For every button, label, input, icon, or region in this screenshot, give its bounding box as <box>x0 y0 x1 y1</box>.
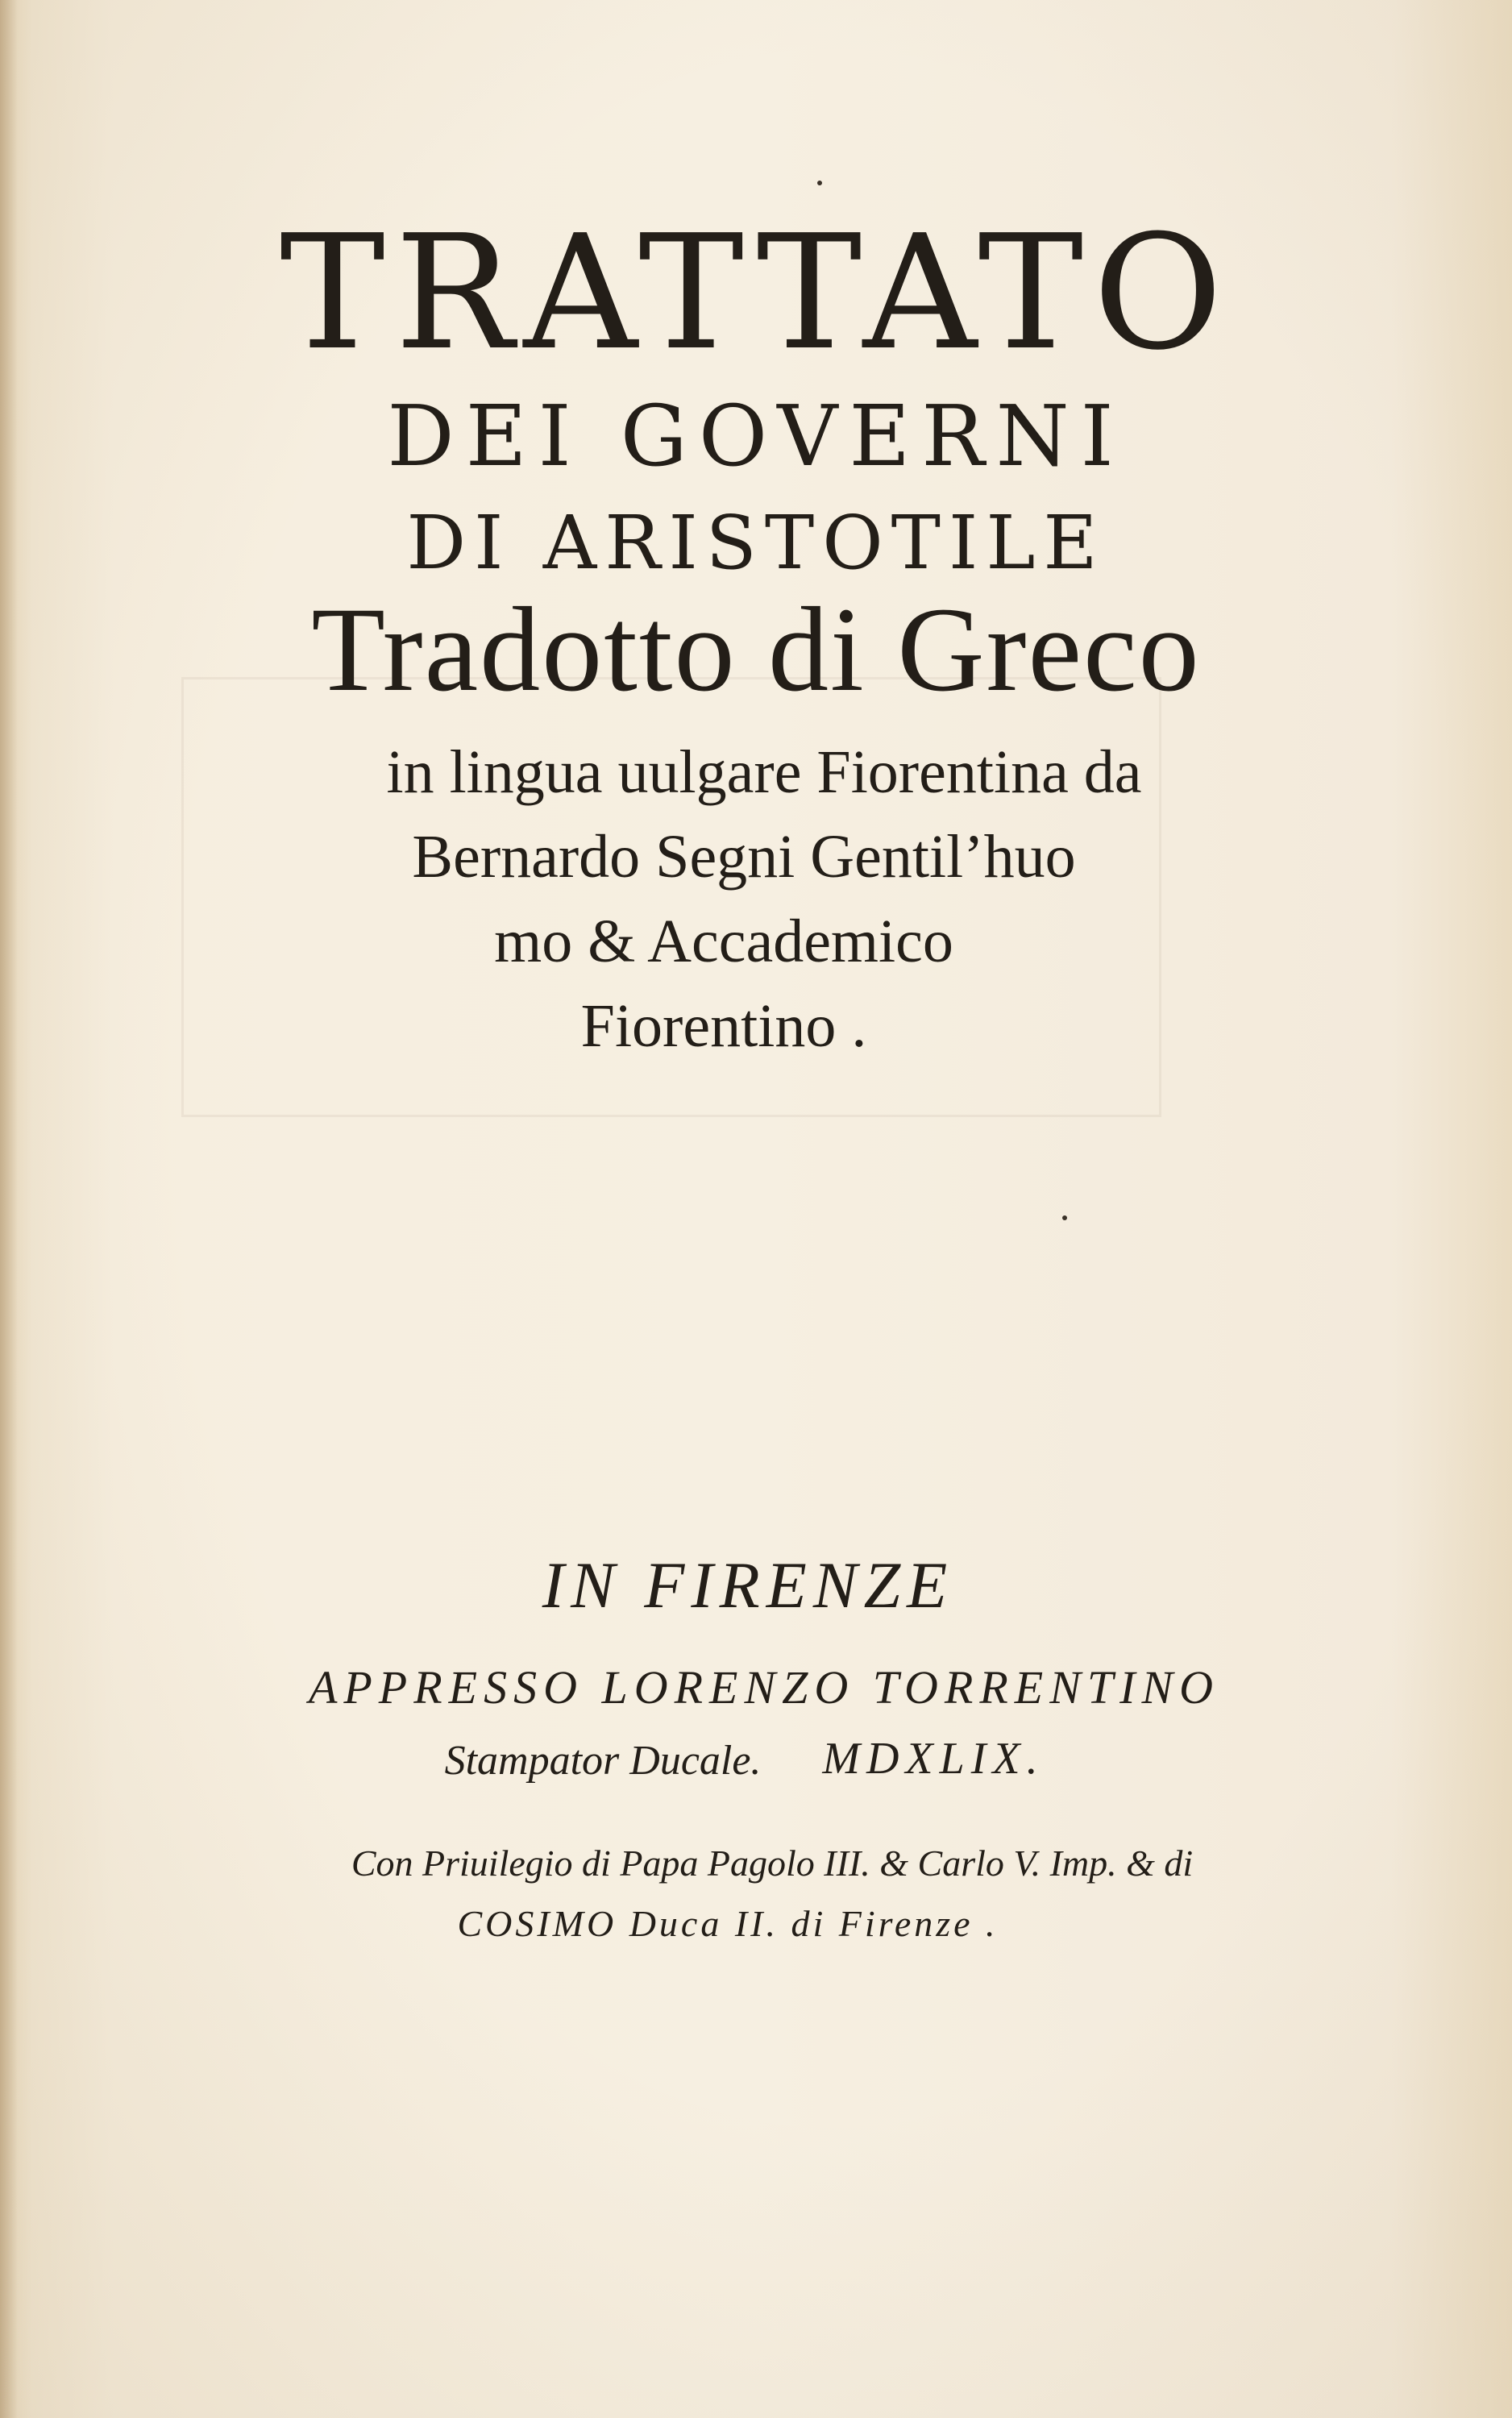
subtitle-line: mo & Accademico <box>494 908 953 975</box>
subtitle-line: Bernardo Segni Gentil’huo <box>412 823 1076 891</box>
book-title: TRATTATO <box>280 202 1232 385</box>
title-line-2: DEI GOVERNI <box>387 387 1125 485</box>
privilege-line: Con Priuilegio di Papa Pagolo III. & Carlo V. Imp. & di <box>351 1843 1194 1884</box>
imprint-printer-title: Stampator Ducale. <box>444 1738 762 1784</box>
privilege-line: COSIMO Duca II. di Firenze . <box>457 1903 999 1944</box>
imprint-printer: APPRESSO LORENZO TORRENTINO <box>308 1661 1220 1714</box>
imprint-year: MDXLIX. <box>822 1734 1045 1784</box>
ink-dot <box>817 181 822 185</box>
title-line-3: DI ARISTOTILE <box>406 500 1106 586</box>
imprint-place: IN FIRENZE <box>542 1548 954 1622</box>
title-line-4: Tradotto di Greco <box>311 583 1201 717</box>
ink-dot <box>1062 1215 1067 1220</box>
subtitle-line: in lingua uulgare Fiorentina da <box>386 738 1142 806</box>
subtitle-line: Fiorentino . <box>580 992 867 1060</box>
